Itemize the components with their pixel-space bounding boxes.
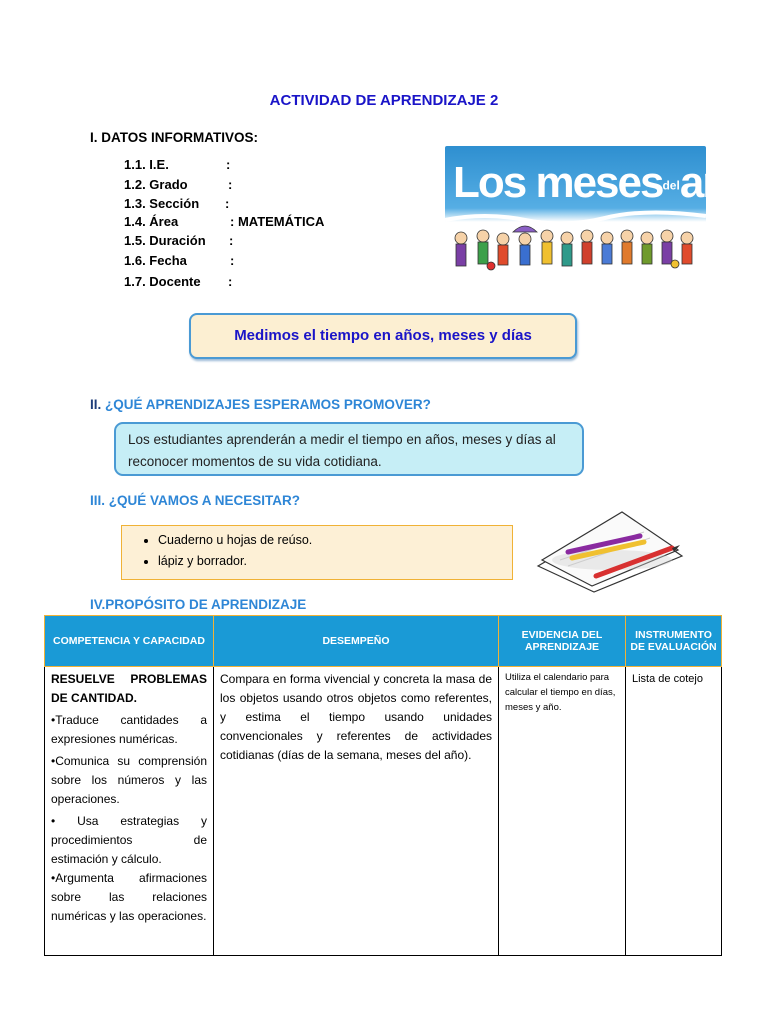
banner-text-end: año (679, 158, 753, 207)
desempeno-text: Compara en forma vivencial y concreta la masa de los objetos usando otros objetos como referentes, y estima el tiempo usando unidades convencionales y referentes de actividades cotidianas (días de la semana, meses del año). (220, 672, 492, 762)
section-aprendizajes-number: II. (90, 397, 102, 412)
datos-label-duracion: 1.5. Duración (124, 233, 206, 248)
datos-label-seccion: 1.3. Sección (124, 196, 200, 211)
learning-purpose-table (44, 615, 722, 956)
table-row (45, 667, 722, 956)
capacidad-item: •Argumenta afirmaciones sobre las relaciones numéricas y las operaciones. (51, 871, 207, 923)
cell-instrumento: Lista de cotejo (626, 667, 722, 956)
material-item: • Cuaderno u hojas de reúso. (158, 530, 512, 551)
materials-box (121, 525, 513, 580)
datos-label-grado: 1.2. Grado (124, 177, 188, 192)
banner-text-small: del (662, 178, 680, 193)
learning-objective-box (114, 422, 584, 476)
header-instrumento: INSTRUMENTO DE EVALUACIÓN (626, 616, 722, 667)
learning-text-line-2: reconocer momentos de su vida cotidiana. (128, 454, 382, 469)
datos-value-ie: : (226, 157, 231, 172)
datos-value-grado: : (228, 177, 233, 192)
table-header-row (45, 616, 722, 667)
cell-evidencia: Utiliza el calendario para calcular el tiempo en días, meses y año. (499, 667, 626, 956)
los-meses-banner-image (445, 146, 753, 284)
section-necesitar-heading (90, 493, 300, 508)
datos-label-docente: 1.7. Docente (124, 274, 201, 289)
header-desempeno: DESEMPEÑO (214, 616, 499, 667)
cell-competencia (45, 667, 214, 956)
capacidad-item: •Comunica su comprensión sobre los números y las operaciones. (51, 754, 207, 806)
material-item: • lápiz y borrador. (158, 551, 512, 572)
section-necesitar-number: III. (90, 493, 106, 508)
header-competencia: COMPETENCIA Y CAPACIDAD (45, 616, 214, 667)
banner-text-main: Los meses (453, 158, 663, 207)
learning-text-line-1: Los estudiantes aprenderán a medir el tiempo en años, meses y días al (128, 432, 556, 447)
section-necesitar-label: ¿QUÉ VAMOS A NECESITAR? (108, 493, 301, 508)
document-title: ACTIVIDAD DE APRENDIZAJE 2 (269, 92, 499, 109)
datos-value-duracion: : (229, 233, 234, 248)
section-aprendizajes-label: ¿QUÉ APRENDIZAJES ESPERAMOS PROMOVER? (105, 397, 431, 412)
datos-label-area: 1.4. Área (124, 214, 179, 229)
datos-value-docente: : (228, 274, 233, 289)
datos-label-ie: 1.1. I.E. (124, 157, 169, 172)
paper-pencils-clipart (532, 506, 687, 596)
section-proposito-heading: IV.PROPÓSITO DE APRENDIZAJE (90, 597, 307, 612)
datos-value-seccion: : (225, 196, 230, 211)
datos-label-fecha: 1.6. Fecha (124, 253, 187, 268)
competencia-title: RESUELVE PROBLEMAS DE CANTIDAD. (51, 672, 207, 705)
section-datos-informativos: I. DATOS INFORMATIVOS: (90, 130, 258, 145)
datos-value-area: : MATEMÁTICA (230, 214, 325, 229)
cell-desempeno (214, 667, 499, 956)
capacidad-item: • Usa estrategias y procedimientos de estimación y cálculo. (51, 814, 207, 866)
children-illustration (445, 146, 706, 284)
capacidad-item: •Traduce cantidades a expresiones numéricas. (51, 713, 207, 746)
activity-title-box: Medimos el tiempo en años, meses y días (189, 313, 577, 359)
materials-list (122, 526, 512, 572)
datos-value-fecha: : (230, 253, 235, 268)
header-evidencia: EVIDENCIA DEL APRENDIZAJE (499, 616, 626, 667)
section-aprendizajes-heading (90, 397, 431, 412)
